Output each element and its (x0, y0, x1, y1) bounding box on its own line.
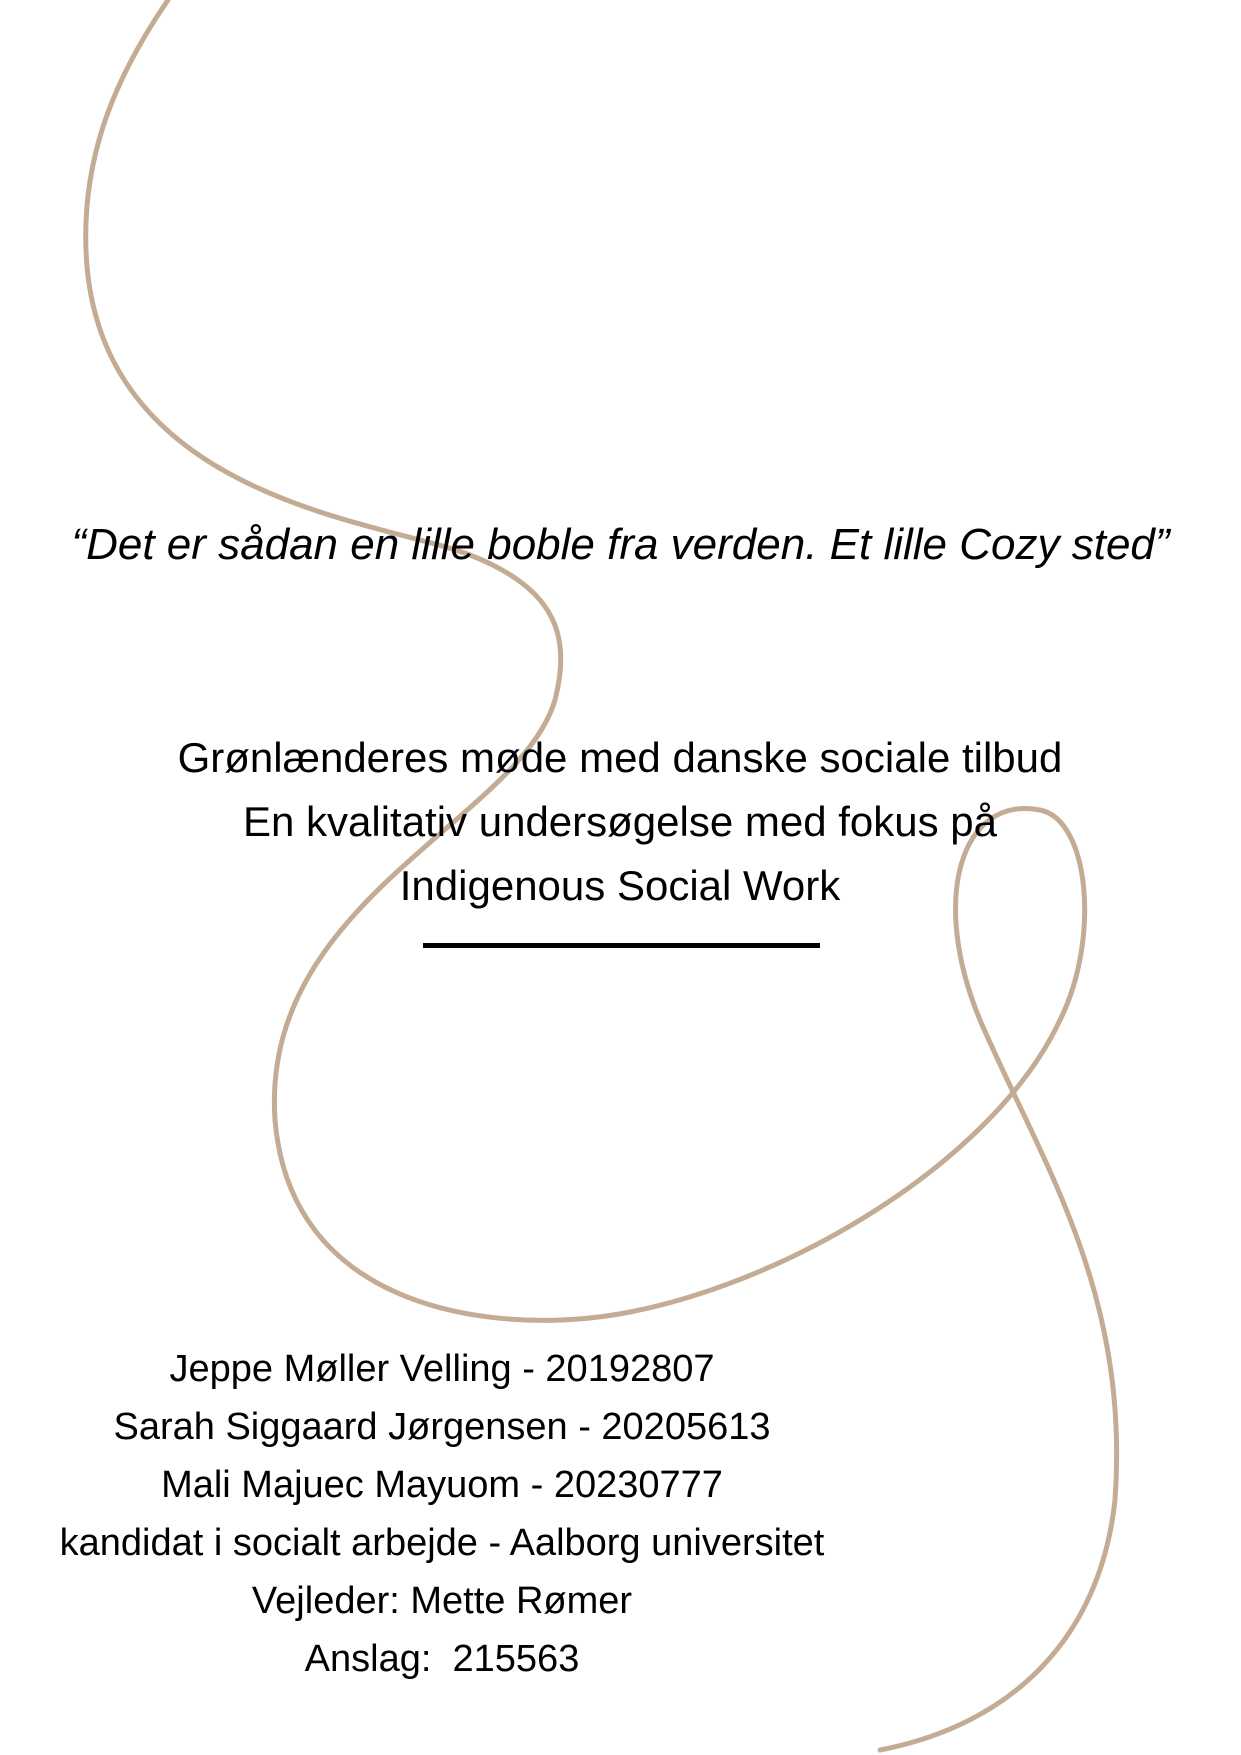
author-3: Mali Majuec Mayuom - 20230777 (161, 1464, 723, 1506)
author-1: Jeppe Møller Velling - 20192807 (169, 1348, 715, 1390)
author-2: Sarah Siggaard Jørgensen - 20205613 (113, 1406, 771, 1448)
title-divider (423, 943, 820, 948)
program-line: kandidat i socialt arbejde - Aalborg universitet (59, 1522, 825, 1564)
title-line-subtitle: En kvalitativ undersøgelse med fokus på (242, 798, 998, 845)
supervisor-line: Vejleder: Mette Rømer (251, 1580, 633, 1622)
title-line-main: Grønlænderes møde med danske sociale tilbud (177, 734, 1063, 781)
title-line-subtitle-continued: Indigenous Social Work (399, 862, 841, 909)
character-count-line: Anslag: 215563 (304, 1638, 580, 1680)
quote: “Det er sådan en lille boble fra verden. Et lille Cozy sted” (71, 520, 1170, 569)
thesis-title (120, 726, 1120, 918)
credits-block (0, 1340, 884, 1688)
